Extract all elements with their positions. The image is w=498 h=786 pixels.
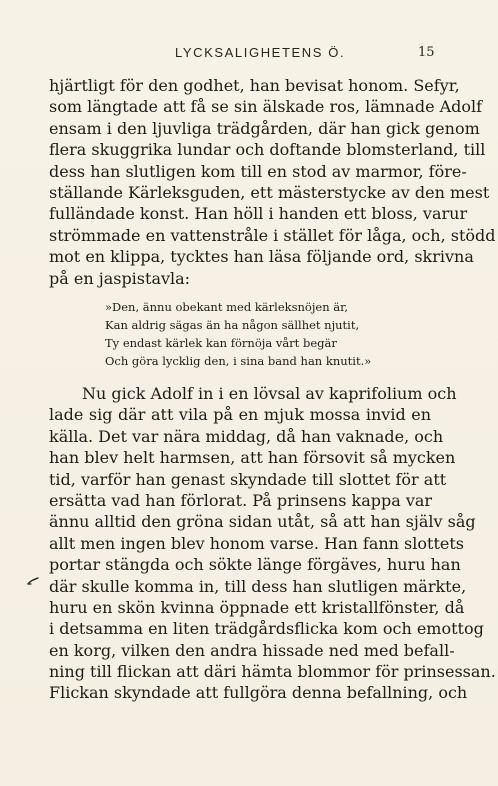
text-line: Nu gick Adolf in i en lövsal av kaprifolium och — [82, 384, 457, 403]
text-line: dess han slutligen kom till en stod av marmor, före- — [49, 161, 467, 181]
text-line: ställande Kärleksguden, ett mästerstycke av den mest — [49, 182, 490, 202]
verse-block — [105, 298, 380, 370]
text-line: tid, varför han genast skyndade till slottet för att — [49, 469, 447, 489]
text-line: hjärtligt för den godhet, han bevisat honom. Sefyr, — [49, 76, 460, 95]
text-line: på en jaspistavla: — [49, 268, 191, 288]
text-line: ning till flickan att däri hämta blommor för prinsessan. — [49, 662, 496, 682]
text-line: som längtade att få se sin älskade ros, lämnade Adolf — [49, 97, 483, 117]
verse-line: Ty endast kärlek kan förnöja vårt begär — [105, 336, 337, 350]
running-title: LYCKSALIGHETENS Ö. — [175, 45, 346, 60]
text-line: allt men ingen blev honom varse. Han fann slottets — [49, 533, 464, 553]
text-line: ensam i den ljuvliga trädgården, där han gick genom — [49, 118, 480, 138]
text-line: i detsamma en liten trädgårdsflicka kom och emottog — [49, 619, 484, 639]
text-line: strömmade en vattenstråle i stället för låga, och, stödd — [49, 225, 496, 245]
text-line: mot en klippa, tycktes han läsa följande ord, skrivna — [49, 247, 474, 267]
running-head — [0, 45, 498, 65]
text-line: flera skuggrika lundar och doftande blomsterland, till — [49, 140, 486, 160]
verse-line: »Den, ännu obekant med kärleksnöjen är, — [105, 300, 349, 314]
paragraph-one — [49, 75, 496, 289]
text-line: huru en skön kvinna öppnade ett kristallfönster, då — [49, 597, 465, 617]
verse-line: Och göra lycklig den, i sina band han knutit.» — [105, 354, 372, 368]
verse-line: Kan aldrig sägas än ha någon sällhet njutit, — [105, 318, 360, 332]
text-line: där skulle komma in, till dess han slutligen märkte, — [49, 576, 467, 596]
text-line: Flickan skyndade att fullgöra denna befallning, och — [49, 683, 468, 703]
text-line: lade sig där att vila på en mjuk mossa invid en — [49, 405, 431, 425]
text-line: källa. Det var nära middag, då han vaknade, och — [49, 426, 444, 446]
text-line: portar stängda och sökte länge förgäves, huru han — [49, 555, 461, 575]
text-line: han blev helt harmsen, att han försovit så mycken — [49, 448, 456, 468]
text-line: fulländade konst. Han höll i handen ett bloss, varur — [49, 204, 468, 224]
paragraph-two — [49, 383, 496, 704]
page-number: 15 — [418, 45, 435, 60]
text-line: ännu alltid den gröna sidan utåt, så att han själv såg — [49, 512, 476, 532]
pen-mark-icon — [27, 576, 39, 586]
text-line: en korg, vilken den andra hissade ned med befall- — [49, 640, 455, 660]
text-line: ersätta vad han förlorat. På prinsens kappa var — [49, 490, 433, 510]
